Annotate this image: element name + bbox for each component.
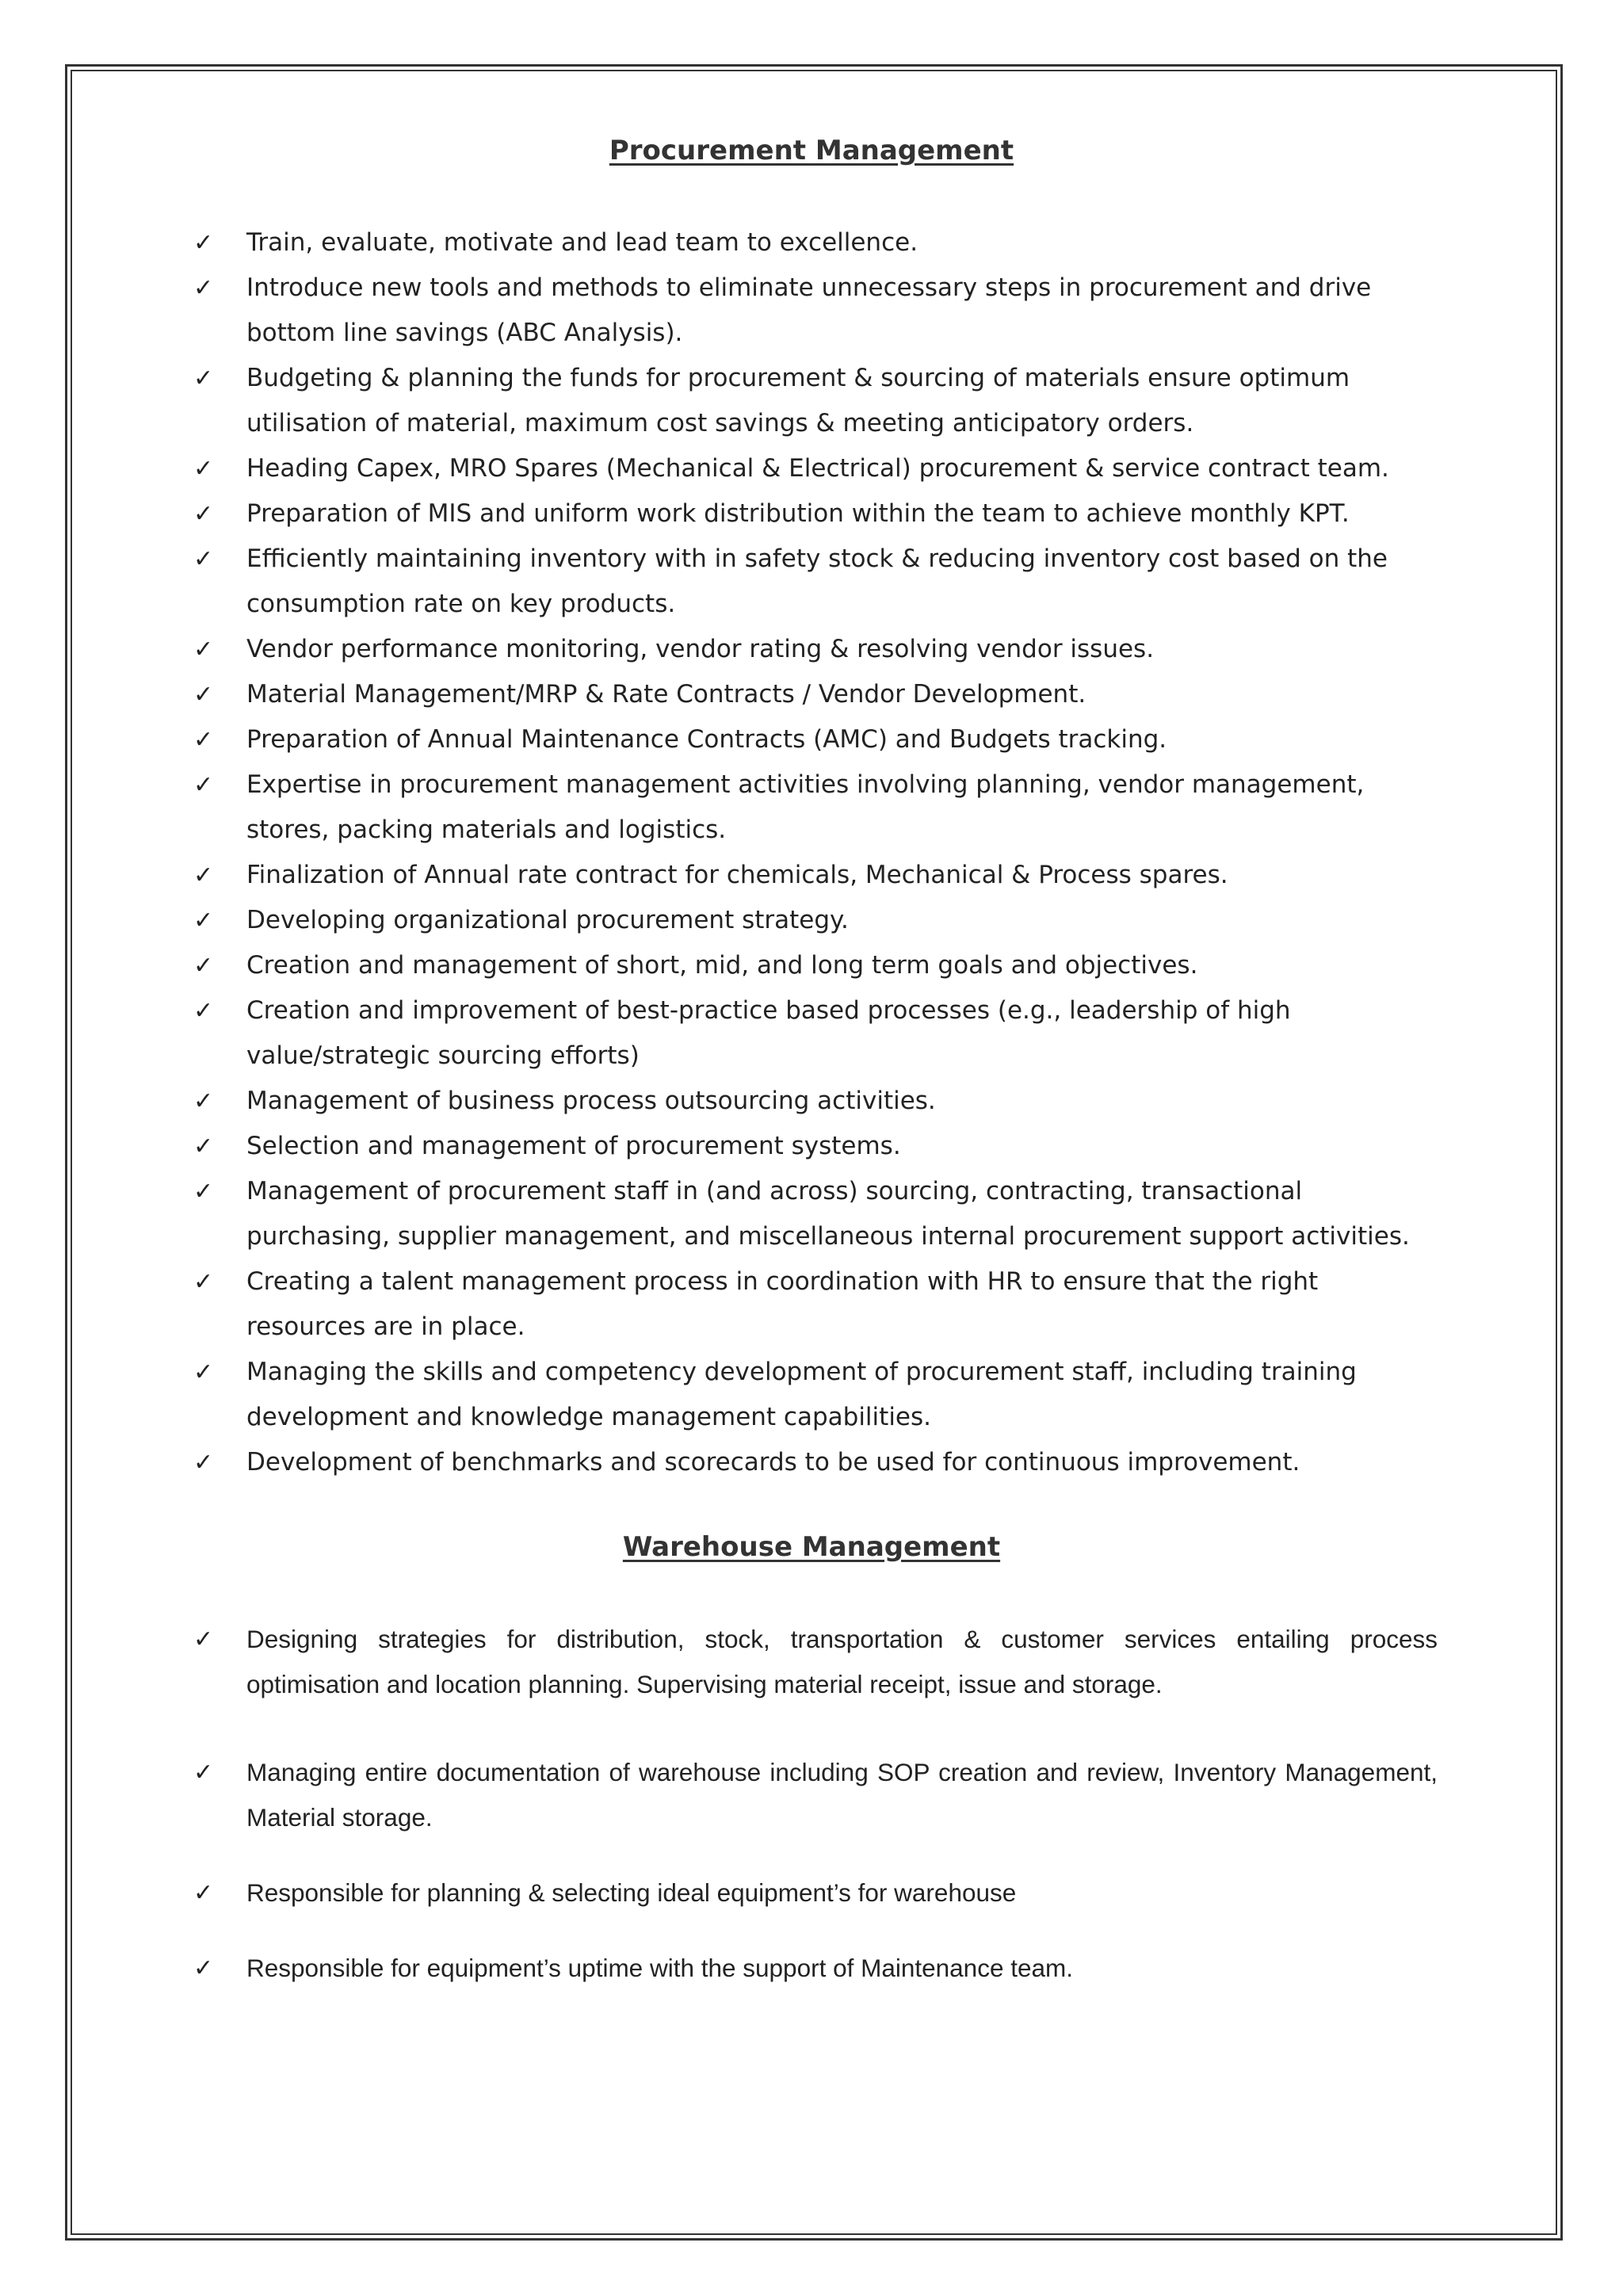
warehouse-heading: Warehouse Management	[622, 1531, 1001, 1563]
check-icon: ✓	[193, 1358, 214, 1386]
list-item: ✓ Efficiently maintaining inventory with in safety stock & reducing inventory cost based on the consumption rate on key products.	[193, 537, 1438, 627]
check-icon: ✓	[193, 771, 214, 799]
check-icon: ✓	[193, 636, 214, 663]
list-item: ✓ Management of business process outsourcing activities.	[193, 1079, 1438, 1124]
list-item: ✓ Material Management/MRP & Rate Contracts / Vendor Development.	[193, 672, 1438, 717]
list-item: ✓ Creating a talent management process in coordination with HR to ensure that the right resources are in place.	[193, 1259, 1438, 1350]
check-icon: ✓	[193, 1626, 214, 1652]
check-icon: ✓	[193, 274, 214, 302]
check-icon: ✓	[193, 1178, 214, 1205]
list-item: ✓ Developing organizational procurement strategy.	[193, 898, 1438, 943]
list-item: ✓ Management of procurement staff in (and across) sourcing, contracting, transactional purchasing, supplier management, and miscellaneous internal procurement support activities.	[193, 1169, 1438, 1259]
list-item: ✓ Responsible for planning & selecting ideal equipment’s for warehouse	[193, 1870, 1438, 1916]
list-item: ✓ Responsible for equipment’s uptime with the support of Maintenance team.	[193, 1946, 1438, 1991]
list-item: ✓ Creation and management of short, mid, and long term goals and objectives.	[193, 943, 1438, 988]
check-icon: ✓	[193, 1087, 214, 1115]
list-item: ✓ Managing the skills and competency development of procurement staff, including training development and knowledge management capabilities.	[193, 1350, 1438, 1440]
procurement-list	[193, 220, 1438, 1485]
list-item: ✓ Expertise in procurement management activities involving planning, vendor management, stores, packing materials and logistics.	[193, 762, 1438, 853]
check-icon: ✓	[193, 726, 214, 754]
list-item: ✓ Train, evaluate, motivate and lead team to excellence.	[193, 220, 1438, 266]
check-icon: ✓	[193, 229, 214, 257]
check-icon: ✓	[193, 1449, 214, 1477]
check-icon: ✓	[193, 500, 214, 528]
list-item: ✓ Finalization of Annual rate contract for chemicals, Mechanical & Process spares.	[193, 853, 1438, 898]
check-icon: ✓	[193, 1759, 214, 1786]
check-icon: ✓	[193, 365, 214, 392]
list-item: ✓ Budgeting & planning the funds for procurement & sourcing of materials ensure optimum utilisation of material, maximum cost savings & meeting anticipatory orders.	[193, 356, 1438, 446]
list-item: ✓ Preparation of MIS and uniform work distribution within the team to achieve monthly KPT.	[193, 491, 1438, 537]
list-item: ✓ Development of benchmarks and scorecards to be used for continuous improvement.	[193, 1440, 1438, 1485]
check-icon: ✓	[193, 952, 214, 980]
list-item: ✓ Preparation of Annual Maintenance Contracts (AMC) and Budgets tracking.	[193, 717, 1438, 762]
check-icon: ✓	[193, 1133, 214, 1160]
list-item: ✓ Designing strategies for distribution, stock, transportation & customer services entailing process optimisation and location planning. Supervising material receipt, issue and storage.	[193, 1617, 1438, 1707]
check-icon: ✓	[193, 1955, 214, 1981]
list-item: ✓ Managing entire documentation of warehouse including SOP creation and review, Inventory Management, Material storage.	[193, 1750, 1438, 1840]
procurement-heading: Procurement Management	[609, 135, 1014, 166]
check-icon: ✓	[193, 1268, 214, 1296]
list-item: ✓ Creation and improvement of best-practice based processes (e.g., leadership of high value/strategic sourcing efforts)	[193, 988, 1438, 1079]
list-item: ✓ Introduce new tools and methods to eliminate unnecessary steps in procurement and drive bottom line savings (ABC Analysis).	[193, 266, 1438, 356]
list-item: ✓ Selection and management of procurement systems.	[193, 1124, 1438, 1169]
check-icon: ✓	[193, 907, 214, 934]
list-item: ✓ Heading Capex, MRO Spares (Mechanical & Electrical) procurement & service contract team.	[193, 446, 1438, 491]
check-icon: ✓	[193, 1880, 214, 1906]
check-icon: ✓	[193, 455, 214, 483]
list-item: ✓ Vendor performance monitoring, vendor rating & resolving vendor issues.	[193, 627, 1438, 672]
warehouse-list	[193, 1617, 1438, 1991]
check-icon: ✓	[193, 681, 214, 709]
check-icon: ✓	[193, 997, 214, 1025]
check-icon: ✓	[193, 545, 214, 573]
check-icon: ✓	[193, 861, 214, 889]
